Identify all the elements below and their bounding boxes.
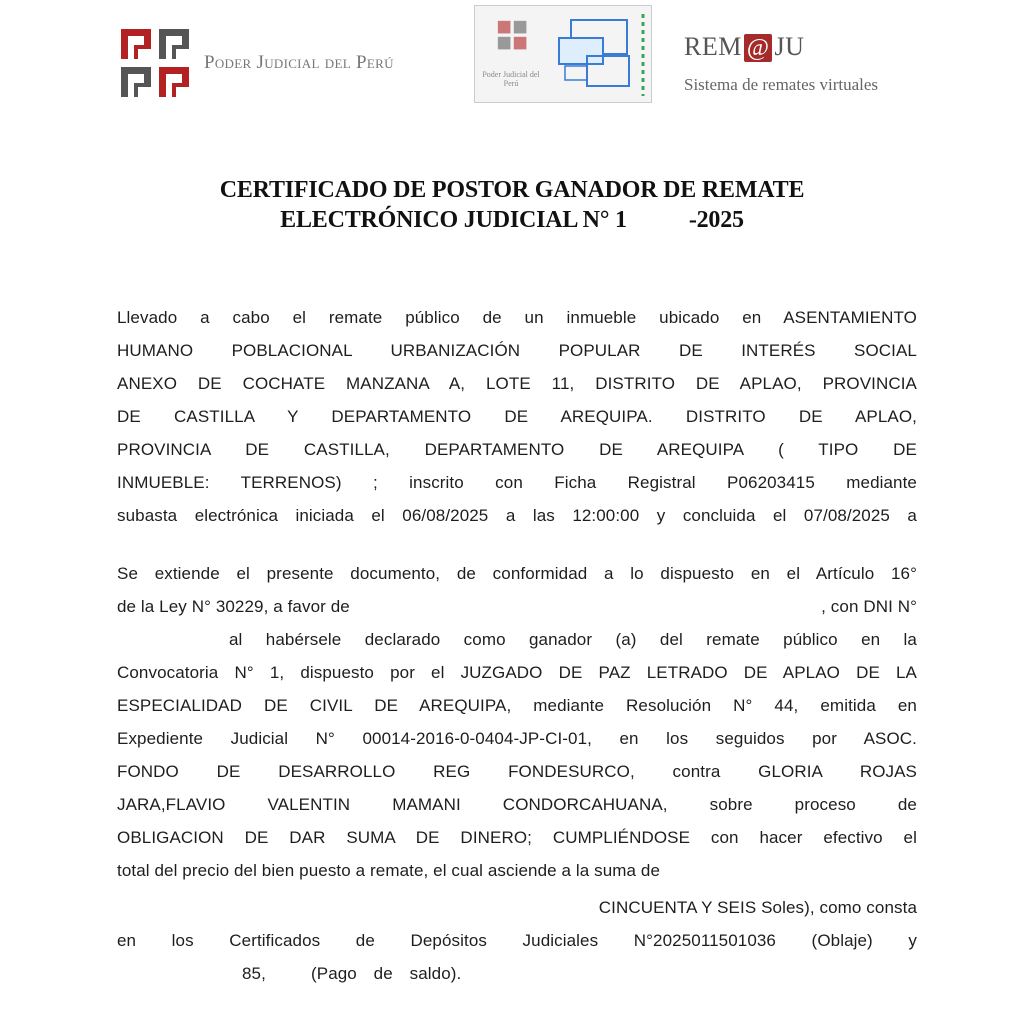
center-logo-caption: Poder Judicial del Perú xyxy=(482,70,540,88)
remaju-logo xyxy=(684,32,804,62)
center-composite-logo xyxy=(474,5,652,103)
beneficiary-prefix: de la Ley N° 30229, a favor de xyxy=(117,597,350,616)
paragraph1-line: subasta electrónica iniciada el 06/08/2025 a las 12:00:00 y concluida el 07/08/2025 a xyxy=(117,506,917,525)
payment-balance-label: (Pago de saldo). xyxy=(311,964,462,983)
paragraph2-line: Se extiende el presente documento, de conformidad a lo dispuesto en el Artículo 16° xyxy=(117,564,917,583)
paragraph2-line-beneficiary xyxy=(117,595,917,619)
paragraph1-line: DE CASTILLA Y DEPARTAMENTO DE AREQUIPA. DISTRITO DE APLAO, xyxy=(117,407,917,426)
certificate-number-prefix: ELECTRÓNICO JUDICIAL N° 1 xyxy=(280,207,627,233)
payment-number-suffix: 85, xyxy=(242,964,266,983)
certificate-title-line2 xyxy=(0,207,1024,234)
paragraph2-line: al habérsele declarado como ganador (a) del remate público en la xyxy=(229,630,917,649)
amount-in-words: CINCUENTA Y SEIS Soles), como consta xyxy=(598,898,917,917)
paragraph1-line: HUMANO POBLACIONAL URBANIZACIÓN POPULAR DE INTERÉS SOCIAL xyxy=(117,341,917,360)
paragraph2-line: total del precio del bien puesto a remate, el cual asciende a la suma de xyxy=(117,861,661,880)
institution-name: Poder Judicial del Perú xyxy=(204,52,394,73)
paragraph1-line: ANEXO DE COCHATE MANZANA A, LOTE 11, DISTRITO DE APLAO, PROVINCIA xyxy=(117,374,917,393)
remaju-prefix: REM xyxy=(684,32,742,61)
remaju-subtitle: Sistema de remates virtuales xyxy=(684,75,879,94)
paragraph1-line: INMUEBLE: TERRENOS) ; inscrito con Ficha Registral P06203415 mediante xyxy=(117,473,917,492)
paragraph2-line: ESPECIALIDAD DE CIVIL DE AREQUIPA, mediante Resolución N° 44, emitida en xyxy=(117,696,917,715)
paragraph2-line: Convocatoria N° 1, dispuesto por el JUZGADO DE PAZ LETRADO DE APLAO DE LA xyxy=(117,663,917,682)
deposit-certificates-line: en los Certificados de Depósitos Judiciales N°2025011501036 (Oblaje) y xyxy=(117,931,917,950)
remaju-suffix: JU xyxy=(774,32,805,61)
paragraph2-line: FONDO DE DESARROLLO REG FONDESURCO, contra GLORIA ROJAS xyxy=(117,762,917,781)
remaju-at-icon: @ xyxy=(744,34,773,62)
dni-label: , con DNI N° xyxy=(821,597,917,616)
paragraph2-line: OBLIGACION DE DAR SUMA DE DINERO; CUMPLIÉNDOSE con hacer efectivo el xyxy=(117,828,917,847)
paragraph1-line: Llevado a cabo el remate público de un inmueble ubicado en ASENTAMIENTO xyxy=(117,308,917,327)
paragraph2-line: JARA,FLAVIO VALENTIN MAMANI CONDORCAHUANA, sobre proceso de xyxy=(117,795,917,814)
certificate-title-line1: CERTIFICADO DE POSTOR GANADOR DE REMATE xyxy=(219,177,805,203)
paragraph2-line: Expediente Judicial N° 00014-2016-0-0404-JP-CI-01, en los seguidos por ASOC. xyxy=(117,729,917,748)
poder-judicial-logo-icon xyxy=(119,27,191,99)
certificate-number-year: -2025 xyxy=(688,207,744,233)
paragraph1-line: PROVINCIA DE CASTILLA, DEPARTAMENTO DE AREQUIPA ( TIPO DE xyxy=(117,440,917,459)
